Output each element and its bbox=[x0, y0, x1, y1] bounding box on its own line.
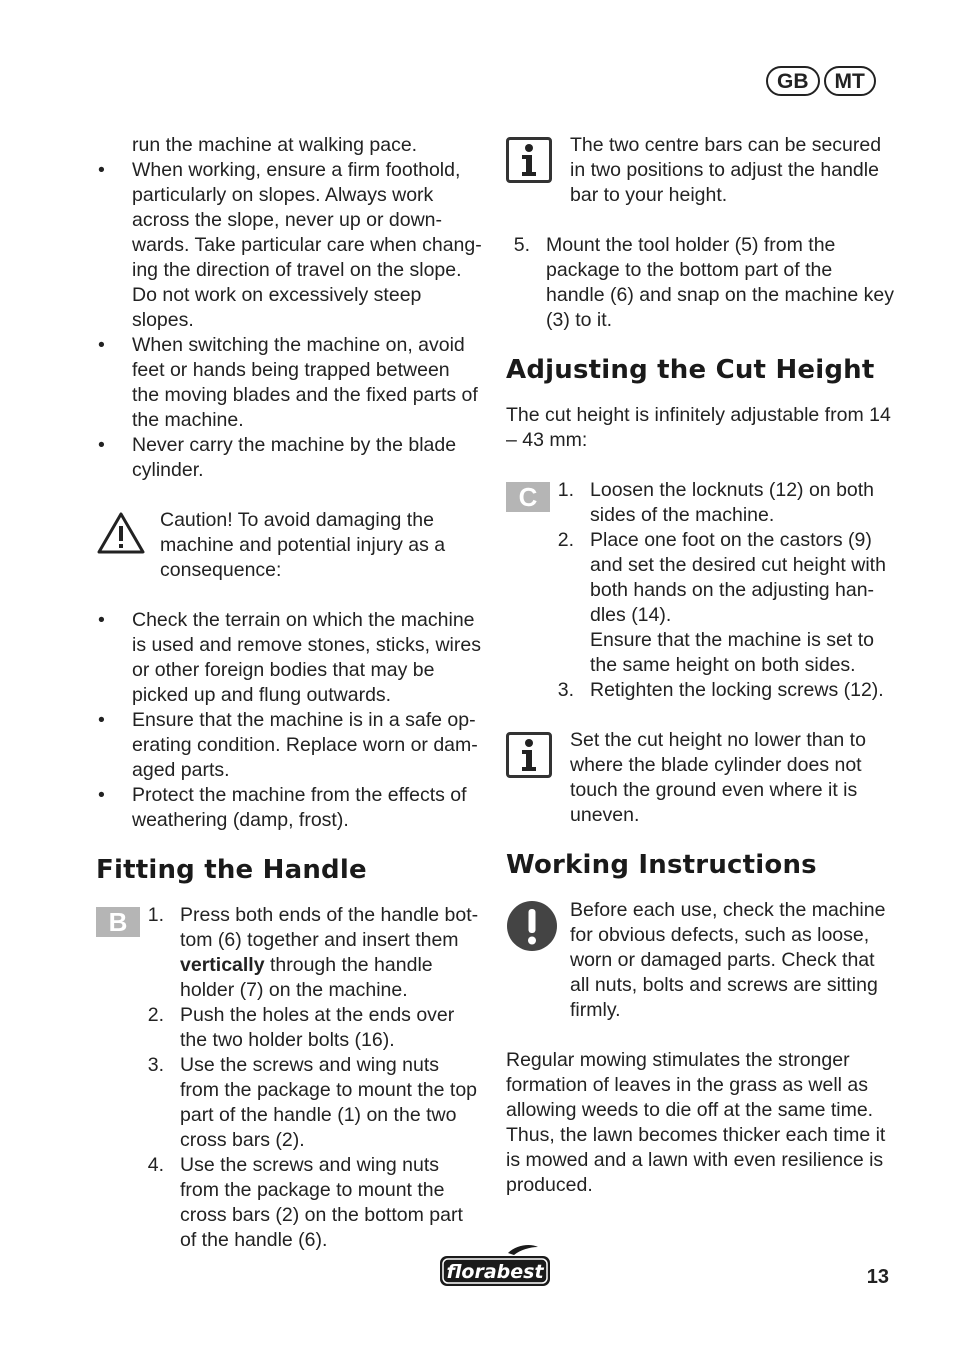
list-item: • Check the terrain on which the machine is used and remove stones, sticks, wires or other foreign bodies that may be picked up and flung outwards. bbox=[96, 608, 482, 708]
list-item: 4. Use the screws and wing nuts from the package to mount the cross bars (2) on the bottom part of the handle (6). bbox=[147, 1154, 463, 1251]
intro-text: run the machine at walking pace. bbox=[132, 134, 418, 156]
section-heading-working: Working Instructions bbox=[506, 850, 817, 880]
handle-steps bbox=[96, 903, 482, 1253]
list-item: • Protect the machine from the effects of weathering (damp, frost). bbox=[96, 783, 482, 833]
warning-triangle-icon bbox=[96, 510, 160, 563]
terrain-bullets bbox=[96, 608, 482, 833]
handle-step-5 bbox=[506, 233, 896, 333]
badge-mt: MT bbox=[824, 66, 876, 96]
list-item: • Never carry the machine by the blade cylinder. bbox=[96, 433, 482, 483]
list-item: • When switching the machine on, avoid feet or hands being trapped between the moving blades and the fixed parts of the machine. bbox=[96, 333, 482, 433]
figure-letter-b: B bbox=[96, 907, 140, 937]
info-note-cut bbox=[506, 728, 896, 828]
cut-steps bbox=[506, 478, 896, 703]
cut-step-list bbox=[550, 478, 896, 703]
warning-text: Before each use, check the machine for obvious defects, such as loose, worn or damaged parts. Check that all nuts, bolts and screws are sitting firmly. bbox=[570, 899, 886, 1021]
info-note-handle bbox=[506, 133, 896, 208]
list-item: 2. Place one foot on the castors (9) and set the desired cut height with both hands on the adjusting han-dles (14). Ensure that the machine is set to the same height on both sides. bbox=[557, 529, 886, 676]
caution-text: Caution! To avoid damaging the machine and potential injury as a consequence: bbox=[160, 509, 446, 581]
list-item: • Ensure that the machine is in a safe op-erating condition. Replace worn or dam-aged parts. bbox=[96, 708, 482, 783]
mowing-text: Regular mowing stimulates the stronger formation of leaves in the grass as well as allowing weeds to die off at the same time. Thus, the lawn becomes thicker each time it is mowed and a lawn with even resilience is produced. bbox=[506, 1049, 886, 1196]
section-heading-fitting-handle: Fitting the Handle bbox=[96, 855, 367, 885]
florabest-logo bbox=[438, 1243, 552, 1298]
cut-intro-text: The cut height is infinitely adjustable from 14 – 43 mm: bbox=[506, 404, 891, 451]
right-column bbox=[506, 133, 896, 1198]
warning-note bbox=[506, 898, 896, 1023]
language-badges bbox=[766, 66, 876, 96]
left-column bbox=[96, 133, 482, 1253]
list-item: 3. Use the screws and wing nuts from the package to mount the top part of the handle (1) on the two cross bars (2). bbox=[147, 1054, 478, 1151]
info-icon bbox=[506, 732, 552, 778]
info-icon bbox=[506, 137, 552, 183]
caution-note bbox=[96, 508, 482, 583]
list-item: 1. Press both ends of the handle bot-tom (6) together and insert them vertically through the handle holder (7) on the machine. bbox=[147, 904, 479, 1001]
page-number: 13 bbox=[866, 1266, 889, 1288]
handle-step-list bbox=[140, 903, 482, 1253]
badge-gb: GB bbox=[766, 66, 820, 96]
safety-bullets bbox=[96, 158, 482, 483]
list-item: • When working, ensure a firm foothold, particularly on slopes. Always work across the slope, never up or down-wards. Take particular care when chang-ing the direction of travel on the slope. Do not work on excessively steep slopes. bbox=[96, 158, 482, 333]
logo-text: florabest bbox=[446, 1261, 544, 1283]
info-text: Set the cut height no lower than to where the blade cylinder does not touch the ground even where it is uneven. bbox=[570, 729, 866, 826]
list-item: 2. Push the holes at the ends over the two holder bolts (16). bbox=[147, 1004, 455, 1051]
list-item: 1. Loosen the locknuts (12) on both sides of the machine. bbox=[557, 479, 875, 526]
exclamation-circle-icon bbox=[506, 900, 558, 952]
section-heading-cut-height: Adjusting the Cut Height bbox=[506, 355, 875, 385]
list-item: 5. Mount the tool holder (5) from the package to the bottom part of the handle (6) and snap on the machine key (3) to it. bbox=[513, 234, 894, 331]
list-item: 3. Retighten the locking screws (12). bbox=[557, 679, 884, 701]
emphasis-text: vertically bbox=[180, 954, 265, 976]
figure-letter-c: C bbox=[506, 482, 550, 512]
info-text: The two centre bars can be secured in two positions to adjust the handle bar to your height. bbox=[570, 134, 882, 206]
